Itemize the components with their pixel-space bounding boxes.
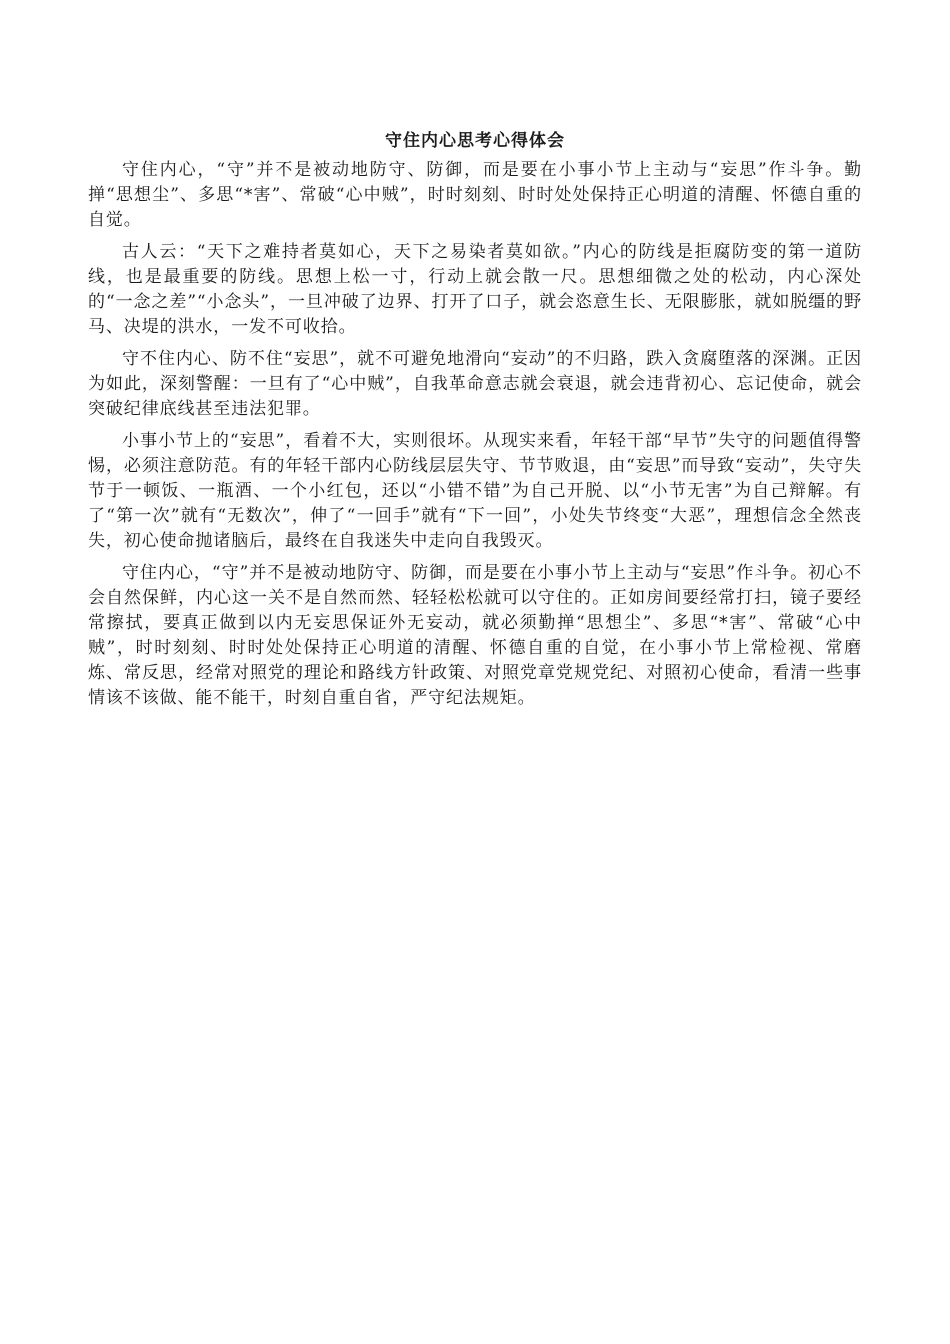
document-page <box>88 128 862 718</box>
paragraph-2: 古人云：“天下之难持者莫如心，天下之易染者莫如欲。”内心的防线是拒腐防变的第一道防线，也是最重要的防线。思想上松一寸，行动上就会散一尺。思想细微之处的松动，内心深处的“一念之差”“小念头”，一旦冲破了边界、打开了口子，就会恣意生长、无限膨胀，就如脱缰的野马、决堤的洪水，一发不可收拾。 <box>88 242 862 337</box>
paragraph-1: 守住内心，“守”并不是被动地防守、防御，而是要在小事小节上主动与“妄思”作斗争。勤掸“思想尘”、多思“*害”、常破“心中贼”，时时刻刻、时时处处保持正心明道的清醒、怀德自重的自觉。 <box>88 160 862 230</box>
paragraph-4: 小事小节上的“妄思”，看着不大，实则很坏。从现实来看，年轻干部“早节”失守的问题值得警惕，必须注意防范。有的年轻干部内心防线层层失守、节节败退，由“妄思”而导致“妄动”，失守失节于一顿饭、一瓶酒、一个小红包，还以“小错不错”为自己开脱、以“小节无害”为自己辩解。有了“第一次”就有“无数次”，伸了“一回手”就有“下一回”，小处失节终变“大恶”，理想信念全然丧失，初心使命抛诸脑后，最终在自我迷失中走向自我毁灭。 <box>88 431 862 551</box>
paragraph-5: 守住内心，“守”并不是被动地防守、防御，而是要在小事小节上主动与“妄思”作斗争。初心不会自然保鲜，内心这一关不是自然而然、轻轻松松就可以守住的。正如房间要经常打扫，镜子要经常擦拭，要真正做到以内无妄思保证外无妄动，就必须勤掸“思想尘”、多思“*害”、常破“心中贼”，时时刻刻、时时处处保持正心明道的清醒、怀德自重的自觉，在小事小节上常检视、常磨炼、常反思，经常对照党的理论和路线方针政策、对照党章党规党纪、对照初心使命，看清一些事情该不该做、能不能干，时刻自重自省，严守纪法规矩。 <box>88 563 862 708</box>
paragraph-3: 守不住内心、防不住“妄思”，就不可避免地滑向“妄动”的不归路，跌入贪腐堕落的深渊。正因为如此，深刻警醒：一旦有了“心中贼”，自我革命意志就会衰退，就会违背初心、忘记使命，就会突破纪律底线甚至违法犯罪。 <box>88 349 862 419</box>
document-title: 守住内心思考心得体会 <box>385 131 565 151</box>
